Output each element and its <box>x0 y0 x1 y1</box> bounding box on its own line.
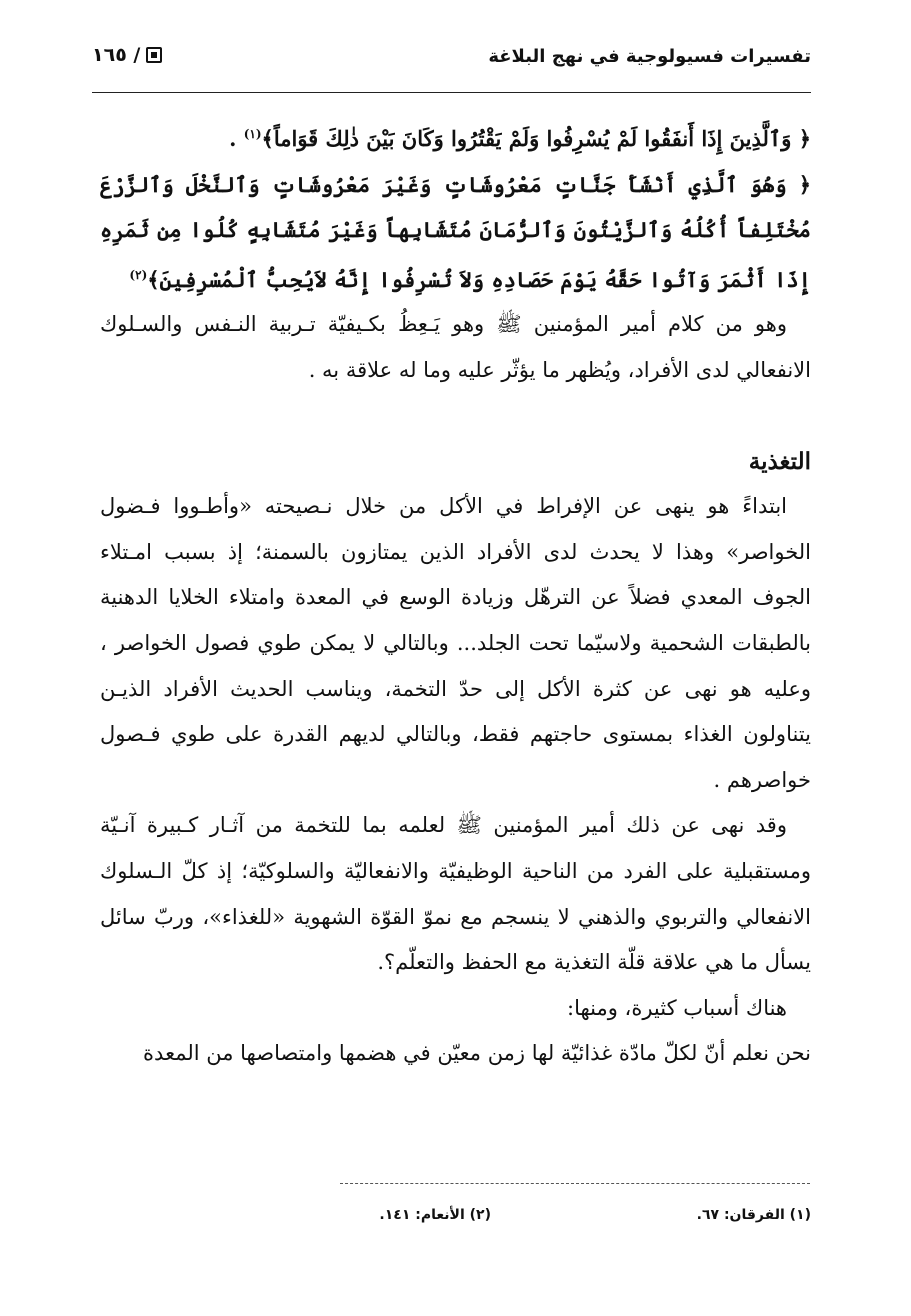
header-rule <box>92 92 811 93</box>
page-header <box>92 40 811 80</box>
footnote-ref-2: (٢) <box>129 267 148 282</box>
page-number-block <box>92 44 162 66</box>
section-title: التغذية <box>748 447 811 475</box>
footnote-2: (٢) الأنعام: ١٤١. <box>379 1207 491 1223</box>
ornament-icon <box>146 47 162 63</box>
verse-2 <box>100 162 811 303</box>
verse-1-end: . <box>229 126 237 151</box>
paragraph-1: وهو من كلام أمير المؤمنين ﷺ وهو يَـعِظُ بكـيفيّة تـربية النـفس والسـلوك الانفعالي لدى الأفراد، ويُظهر ما يؤثّر عليه وما له علاقة به . <box>100 312 811 382</box>
section-gap <box>100 394 811 439</box>
footnote-rule <box>340 1183 810 1184</box>
main-text <box>100 112 811 1077</box>
running-title: تفسيرات فسيولوجية في نهج البلاغة <box>488 46 811 67</box>
verse-2-text: ﴿ وَهُوَ ٱلَّذِي أَنْشَأَ جَنَّاتٍ مَعْرُوشَاتٍ وَغَيْرَ مَعْرُوشَاتٍ وَٱلنَّخْلَ وَٱلزَّرْعَ مُخْتَلِفاً أُكُلُهُ وَٱلزَّيْتُونَ وَٱلرُّمَانَ مُتَشَابِهاً وَغَيْرَ مُتَشَابِهٍ كُلُوا مِن ثَمَرِهِ إِذَا أَثْمَرَ وَآتُوا حَقَّهُ يَوْمَ حَصَادِهِ وَلاَ تُسْرِفُوا إِنَّهُ لاَيُحِبُّ ٱلْمُسْرِفِينَ﴾ <box>100 171 811 292</box>
paragraph-5: نحن نعلم أنّ لكلّ مادّة غذائيّة لها زمن معيّن في هضمها وامتصاصها من المعدة <box>143 1041 811 1066</box>
paragraph-4: هناك أسباب كثيرة، ومنها: <box>567 995 787 1020</box>
page-number: ١٦٥ / <box>92 44 141 66</box>
paragraph-3: وقد نهى عن ذلك أمير المؤمنين ﷺ لعلمه بما للتخمة من آثـار كـبيرة آنـيّة ومستقبلية على الفرد من الناحية الوظيفيّة والانفعاليّة والسلوكيّة؛ إذ كلّ الـسلوك الانفعالي والتربوي والذهني لا ينسجم مع نموّ القوّة الشهوية «للغذاء»، وربّ سائل يسأل ما هي علاقة قلّة التغذية مع الحفظ والتعلّم؟. <box>100 813 811 975</box>
footnote-1: (١) الفرقان: ٦٧. <box>696 1207 811 1223</box>
footnotes <box>100 1207 811 1237</box>
verse-1-text: ﴿ وَٱلَّذِينَ إِذَا أَنفَقُوا لَمْ يُسْرِفُوا وَلَمْ يَقْتُرُوا وَكَانَ بَيْنَ ذٰلِكَ قَوَاماً﴾ <box>261 126 811 151</box>
verse-1 <box>100 112 811 162</box>
footnote-ref-1: (١) <box>243 127 262 141</box>
paragraph-2: ابتداءً هو ينهى عن الإفراط في الأكل من خلال نـصيحته «وأطـووا فـضول الخواصر» وهذا لا يحدث لدى الأفراد الذين يمتازون بالسمنة؛ إذ بسبب امـتلاء الجوف المعدي فضلاً عن الترهّل وزيادة الوسع في المعدة وامتلاء الخلايا الدهنية بالطبقات الشحمية ولاسيّما تحت الجلد... وبالتالي لا يمكن طوي فصول الخواصر ، وعليه هو نهى عن كثرة الأكل إلى حدّ التخمة، ويناسب الحديث الأفراد الذيـن يتناولون الغذاء بمستوى حاجتهم فقط، وبالتالي لديهم القدرة على طوي فـصول خواصرهم . <box>100 494 811 792</box>
